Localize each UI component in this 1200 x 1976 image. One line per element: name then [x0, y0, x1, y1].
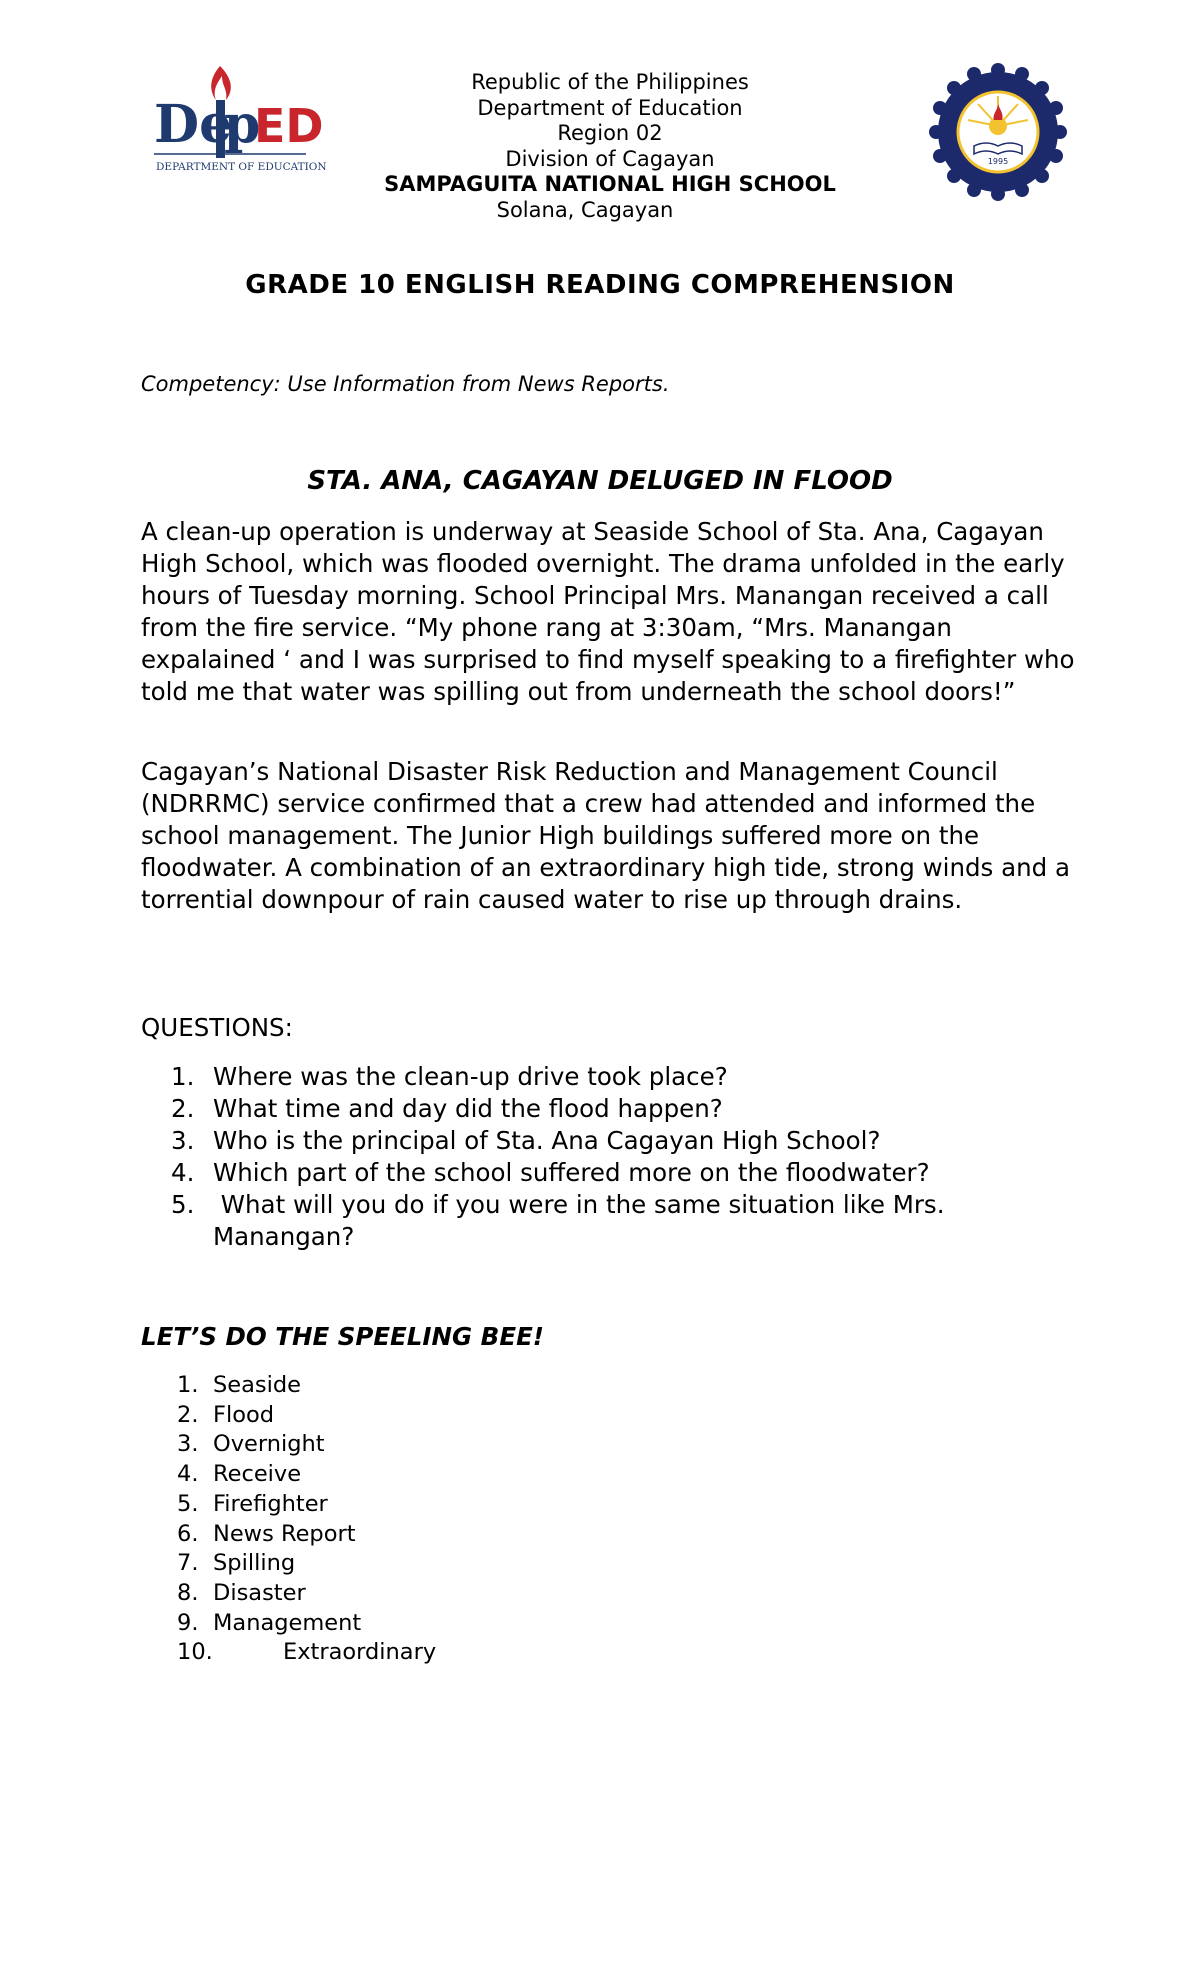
letterhead-line-division: Division of Cagayan — [505, 146, 715, 171]
spelling-number: 7. — [177, 1550, 199, 1577]
letterhead — [380, 70, 840, 223]
spelling-number: 5. — [177, 1490, 199, 1517]
spelling-number: 9. — [177, 1609, 199, 1636]
spelling-item — [141, 1430, 436, 1460]
svg-text:p: p — [224, 94, 261, 155]
question-text: Where was the clean-up drive took place? — [213, 1062, 728, 1091]
question-item — [141, 1157, 1081, 1189]
spelling-number: 2. — [177, 1401, 199, 1428]
question-number: 3. — [171, 1126, 195, 1155]
spelling-word: Overnight — [213, 1431, 325, 1458]
document-title: GRADE 10 ENGLISH READING COMPREHENSION — [245, 270, 955, 300]
spelling-word: Receive — [213, 1461, 302, 1488]
competency-text: Competency: Use Information from News Reports. — [141, 372, 670, 396]
question-number: 4. — [171, 1158, 195, 1187]
spelling-number: 6. — [177, 1520, 199, 1547]
question-number: 2. — [171, 1094, 195, 1123]
school-name: SAMPAGUITA NATIONAL HIGH SCHOOL — [384, 172, 836, 196]
question-item — [141, 1189, 1081, 1253]
spelling-word: Disaster — [213, 1579, 306, 1606]
deped-logo — [150, 58, 327, 188]
spelling-bee-title: LET’S DO THE SPEELING BEE! — [141, 1322, 544, 1351]
spelling-number: 4. — [177, 1461, 199, 1488]
question-text: What time and day did the flood happen? — [213, 1094, 723, 1123]
question-item — [141, 1093, 1081, 1125]
spelling-item — [141, 1638, 436, 1668]
spelling-number: 8. — [177, 1579, 199, 1606]
svg-text:ED: ED — [254, 99, 324, 153]
svg-text:De: De — [154, 94, 233, 155]
spelling-word: Flood — [213, 1401, 275, 1428]
school-location: Solana, Cagayan — [496, 197, 674, 222]
article-paragraph-1: A clean-up operation is underway at Seaside School of Sta. Ana, Cagayan High School, which was flooded overnight. The drama unfolded in the early hours of Tuesday morning. School Principal Mrs. Manangan received a call from the fire service. “My phone rang at 3:30am, “Mrs. Manangan expalained ‘ and I was surprised to find myself speaking to a firefighter who told me that water was spilling out from underneath the school doors!” — [141, 517, 1075, 706]
questions-label: QUESTIONS: — [141, 1013, 293, 1042]
spelling-item — [141, 1520, 436, 1550]
seal-year: 1995 — [987, 157, 1009, 166]
article-paragraph-2: Cagayan’s National Disaster Risk Reduction and Management Council (NDRRMC) service confirmed that a crew had attended and informed the school management. The Junior High buildings suffered more on the floodwater. A combination of an extraordinary high tide, strong winds and a torrential downpour of rain caused water to rise up through drains. — [141, 757, 1070, 914]
spelling-word: Seaside — [213, 1372, 302, 1398]
spelling-item — [141, 1579, 436, 1609]
deped-logo-caption: DEPARTMENT OF EDUCATION — [156, 161, 327, 173]
spelling-number: 10. — [177, 1639, 213, 1666]
question-item — [141, 1125, 1081, 1157]
spelling-item — [141, 1371, 436, 1401]
letterhead-line-republic: Republic of the Philippines — [471, 70, 749, 94]
spelling-item — [141, 1549, 436, 1579]
letterhead-line-department: Department of Education — [477, 95, 743, 120]
spelling-item — [141, 1460, 436, 1490]
spelling-list — [141, 1371, 436, 1668]
spelling-number: 1. — [177, 1372, 199, 1398]
question-text: What will you do if you were in the same situation like Mrs. Manangan? — [213, 1190, 953, 1251]
question-item — [141, 1061, 1081, 1093]
spelling-item — [141, 1490, 436, 1520]
spelling-item — [141, 1401, 436, 1431]
spelling-word: News Report — [213, 1520, 356, 1547]
question-number: 5. — [171, 1190, 195, 1219]
questions-list — [141, 1061, 1081, 1253]
school-seal-logo — [930, 64, 1066, 200]
question-number: 1. — [171, 1062, 195, 1091]
article-headline: STA. ANA, CAGAYAN DELUGED IN FLOOD — [307, 466, 893, 496]
letterhead-line-region: Region 02 — [557, 121, 663, 145]
spelling-number: 3. — [177, 1431, 199, 1458]
question-text: Which part of the school suffered more on the floodwater? — [213, 1158, 930, 1187]
spelling-item — [141, 1609, 436, 1639]
spelling-word: Extraordinary — [283, 1639, 437, 1666]
spelling-word: Firefighter — [213, 1490, 328, 1517]
spelling-word: Management — [213, 1609, 362, 1636]
spelling-word: Spilling — [213, 1550, 296, 1577]
question-text: Who is the principal of Sta. Ana Cagayan High School? — [213, 1126, 881, 1155]
